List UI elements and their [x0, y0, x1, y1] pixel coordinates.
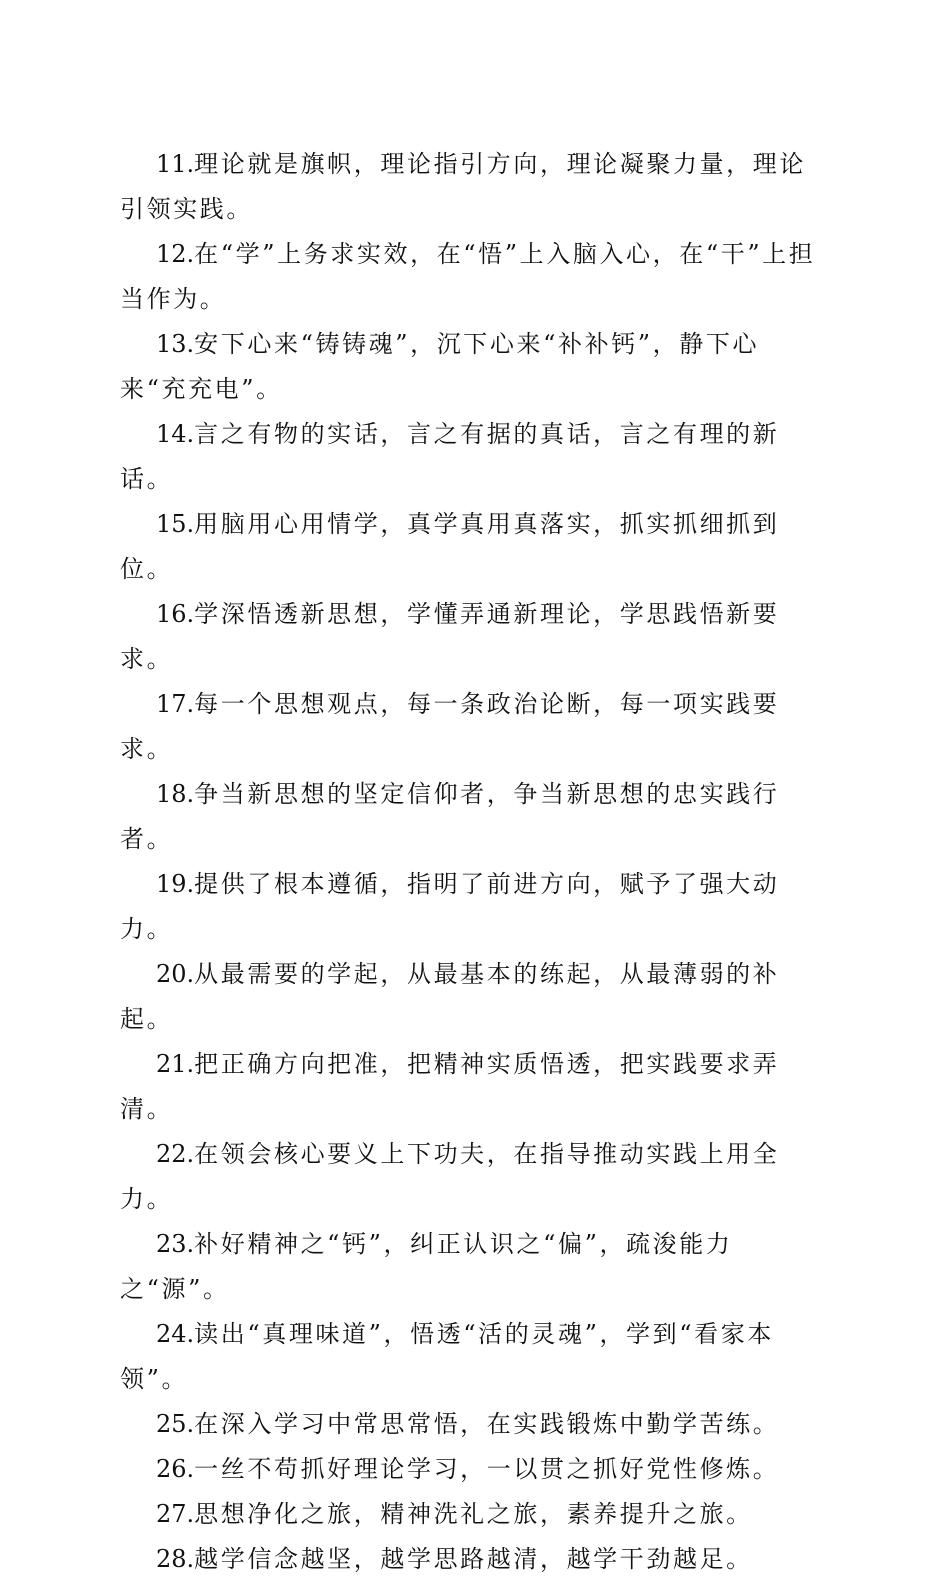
list-item — [120, 1132, 822, 1222]
item-number: 22. — [156, 1140, 195, 1168]
item-text: 读出“真理味道”，悟透“活的灵魂”，学到“看家本领”。 — [120, 1320, 774, 1393]
item-text: 理论就是旗帜，理论指引方向，理论凝聚力量，理论引领实践。 — [120, 150, 806, 223]
item-text: 在“学”上务求实效，在“悟”上入脑入心，在“干”上担当作为。 — [120, 240, 816, 313]
item-number: 26. — [156, 1455, 195, 1483]
item-text: 在深入学习中常思常悟，在实践锻炼中勤学苦练。 — [194, 1410, 780, 1438]
item-number: 18. — [156, 780, 195, 808]
item-text: 一丝不苟抓好理论学习，一以贯之抓好党性修炼。 — [194, 1455, 780, 1483]
item-number: 14. — [156, 420, 195, 448]
item-text: 每一个思想观点，每一条政治论断，每一项实践要求。 — [120, 690, 780, 763]
item-number: 27. — [156, 1500, 195, 1528]
list-item — [120, 1492, 822, 1537]
item-number: 28. — [156, 1545, 195, 1573]
item-number: 15. — [156, 510, 195, 538]
item-text: 用脑用心用情学，真学真用真落实，抓实抓细抓到位。 — [120, 510, 780, 583]
item-number: 21. — [156, 1050, 195, 1078]
list-item — [120, 502, 822, 592]
item-number: 20. — [156, 960, 195, 988]
list-item — [120, 592, 822, 682]
item-number: 11. — [156, 150, 195, 178]
list-item — [120, 1447, 822, 1492]
list-item — [120, 322, 822, 412]
item-text: 提供了根本遵循，指明了前进方向，赋予了强大动力。 — [120, 870, 780, 943]
item-number: 19. — [156, 870, 195, 898]
item-text: 把正确方向把准，把精神实质悟透，把实践要求弄清。 — [120, 1050, 780, 1123]
list-item — [120, 1537, 822, 1582]
item-number: 24. — [156, 1320, 195, 1348]
item-text: 思想净化之旅，精神洗礼之旅，素养提升之旅。 — [194, 1500, 753, 1528]
document-body — [120, 142, 822, 1582]
item-text: 安下心来“铸铸魂”，沉下心来“补补钙”，静下心来“充充电”。 — [120, 330, 760, 403]
item-text: 补好精神之“钙”，纠正认识之“偏”，疏浚能力之“源”。 — [120, 1230, 733, 1303]
list-item — [120, 772, 822, 862]
item-number: 16. — [156, 600, 195, 628]
list-item — [120, 1042, 822, 1132]
list-item — [120, 1222, 822, 1312]
item-text: 学深悟透新思想，学懂弄通新理论，学思践悟新要求。 — [120, 600, 780, 673]
list-item — [120, 412, 822, 502]
list-item — [120, 952, 822, 1042]
list-item — [120, 1402, 822, 1447]
item-number: 23. — [156, 1230, 195, 1258]
item-text: 言之有物的实话，言之有据的真话，言之有理的新话。 — [120, 420, 780, 493]
item-text: 从最需要的学起，从最基本的练起，从最薄弱的补起。 — [120, 960, 780, 1033]
item-text: 越学信念越坚，越学思路越清，越学干劲越足。 — [194, 1545, 753, 1573]
list-item — [120, 232, 822, 322]
item-number: 17. — [156, 690, 195, 718]
list-item — [120, 142, 822, 232]
item-text: 争当新思想的坚定信仰者，争当新思想的忠实践行者。 — [120, 780, 780, 853]
item-number: 12. — [156, 240, 195, 268]
list-item — [120, 862, 822, 952]
item-number: 25. — [156, 1410, 195, 1438]
list-item — [120, 682, 822, 772]
item-text: 在领会核心要义上下功夫，在指导推动实践上用全力。 — [120, 1140, 780, 1213]
list-item — [120, 1312, 822, 1402]
item-number: 13. — [156, 330, 195, 358]
